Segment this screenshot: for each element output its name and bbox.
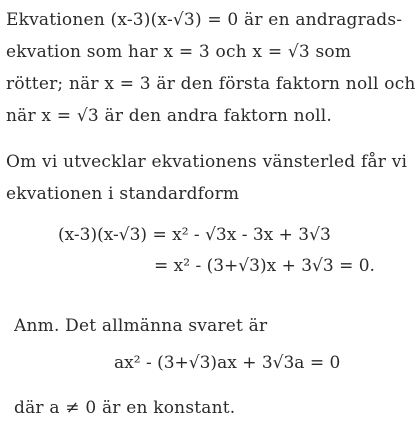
paragraph2-line2: ekvationen i standardform (6, 184, 240, 204)
paragraph1-line2: ekvation som har x = 3 och x = √3 som (6, 42, 352, 62)
paragraph2-line1: Om vi utvecklar ekvationens vänsterled får vi (6, 152, 408, 172)
remark-text: Anm. Det allmänna svaret är (14, 316, 268, 336)
general-equation: ax² - (3+√3)ax + 3√3a = 0 (114, 353, 341, 373)
expansion-line2: = x² - (3+√3)x + 3√3 = 0. (154, 256, 375, 276)
paragraph1-line1: Ekvationen (x-3)(x-√3) = 0 är en andragrads- (6, 10, 403, 30)
paragraph1-line3: rötter; när x = 3 är den första faktorn noll och (6, 74, 416, 94)
closing-text: där a ≠ 0 är en konstant. (14, 398, 236, 418)
paragraph1-line4: när x = √3 är den andra faktorn noll. (6, 106, 333, 126)
expansion-line1: (x-3)(x-√3) = x² - √3x - 3x + 3√3 (58, 225, 331, 245)
